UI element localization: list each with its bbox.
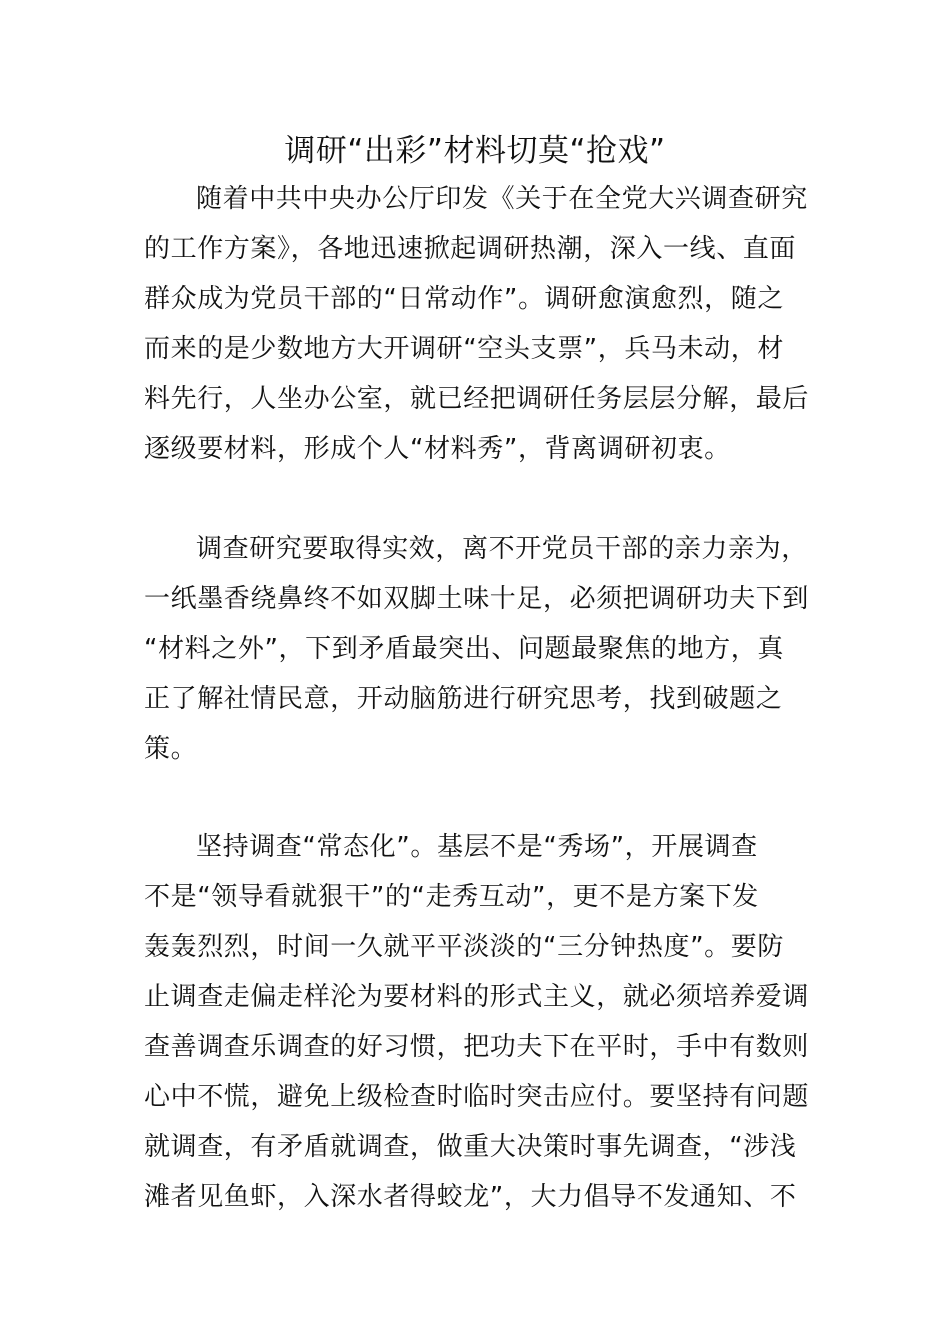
paragraph-line: 查善调查乐调查的好习惯，把功夫下在平时，手中有数则 bbox=[144, 1032, 810, 1062]
paragraph-line: 轰轰烈烈，时间一久就平平淡淡的“三分钟热度”。要防 bbox=[144, 932, 784, 962]
paragraph-line: 群众成为党员干部的“日常动作”。调研愈演愈烈，随之 bbox=[144, 284, 784, 314]
document-title: 调研“出彩”材料切莫“抢戏” bbox=[284, 133, 666, 169]
paragraph-line: 一纸墨香绕鼻终不如双脚土味十足，必须把调研功夫下到 bbox=[144, 584, 810, 614]
paragraph-line: 料先行，人坐办公室，就已经把调研任务层层分解，最后 bbox=[144, 384, 810, 414]
paragraph-line: 而来的是少数地方大开调研“空头支票”，兵马未动，材 bbox=[144, 334, 784, 364]
paragraph-1 bbox=[144, 174, 808, 474]
paragraph-3 bbox=[144, 822, 808, 1222]
paragraph-line: 就调查，有矛盾就调查，做重大决策时事先调查，“涉浅 bbox=[144, 1132, 797, 1162]
paragraph-line: 策。 bbox=[144, 734, 198, 764]
paragraph-line: 逐级要材料，形成个人“材料秀”，背离调研初衷。 bbox=[144, 434, 731, 464]
paragraph-line: 坚持调查“常态化”。基层不是“秀场”，开展调查 bbox=[196, 832, 758, 862]
paragraph-line: 随着中共中央办公厅印发《关于在全党大兴调查研究 bbox=[196, 184, 808, 214]
paragraph-line: 止调查走偏走样沦为要材料的形式主义，就必须培养爱调 bbox=[144, 982, 810, 1012]
paragraph-line: 的工作方案》，各地迅速掀起调研热潮，深入一线、直面 bbox=[144, 234, 797, 264]
paragraph-line: “材料之外”，下到矛盾最突出、问题最聚焦的地方，真 bbox=[144, 634, 784, 664]
paragraph-line: 滩者见鱼虾，入深水者得蛟龙”，大力倡导不发通知、不 bbox=[144, 1182, 797, 1212]
paragraph-line: 正了解社情民意，开动脑筋进行研究思考，找到破题之 bbox=[144, 684, 783, 714]
paragraph-2 bbox=[144, 524, 808, 774]
paragraph-line: 调查研究要取得实效，离不开党员干部的亲力亲为， bbox=[196, 534, 808, 564]
paragraph-line: 心中不慌，避免上级检查时临时突击应付。要坚持有问题 bbox=[144, 1082, 810, 1112]
paragraph-line: 不是“领导看就狠干”的“走秀互动”，更不是方案下发 bbox=[144, 882, 759, 912]
